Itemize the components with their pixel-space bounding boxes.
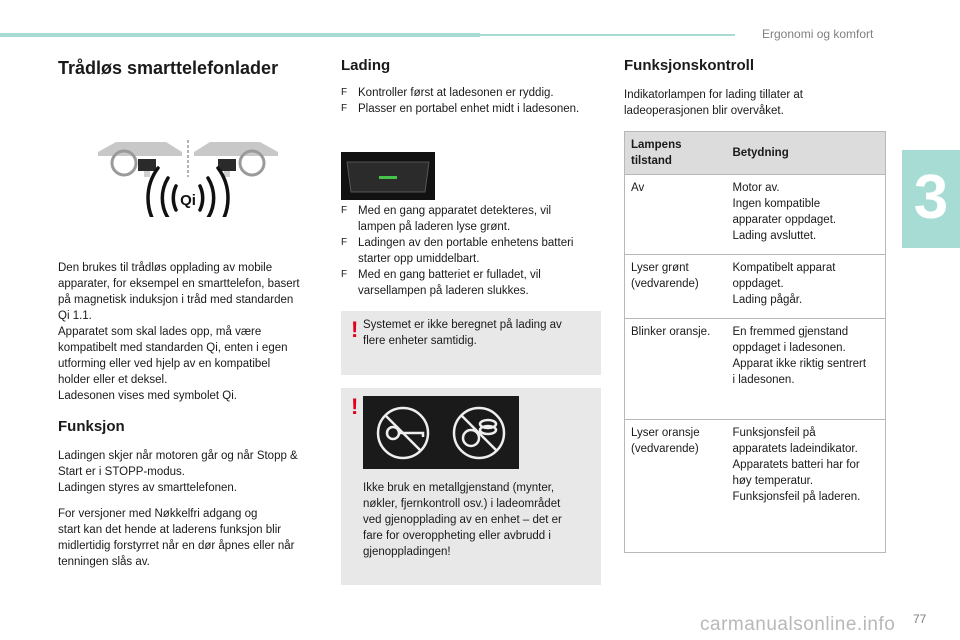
bullet-item [341,203,603,235]
column-3 [624,50,889,119]
text-line: Ingen kompatible [732,198,821,210]
text-line: tilstand [631,155,672,167]
text-line: i ladesonen. [732,374,795,386]
text-line: Lampens [631,139,682,151]
charging-heading: Lading [341,57,391,74]
text-line: Ladingen av den portable enhetens batteri [358,237,574,249]
table-header-row [625,132,886,175]
cell-state [625,420,727,553]
warning-text [363,480,562,560]
intro-line: holder eller et deksel. [58,374,168,386]
column-2 [341,50,603,117]
charging-steps-2 [341,203,603,299]
text-line: Lyser oransje [631,427,700,439]
column-header-state [625,132,727,175]
text-line: Lyser grønt [631,262,689,274]
function-paragraph-2 [58,506,320,570]
bullet-item [341,235,603,267]
status-table [624,131,886,553]
table-row [625,175,886,255]
bullet-mark: F [341,87,348,98]
chapter-number: 3 [913,163,949,232]
table-row [625,255,886,319]
column-1 [58,50,320,570]
warning-text [363,317,562,349]
cell-state [625,319,727,420]
text-line: oppdaget. [732,278,784,290]
cell-meaning [727,319,886,420]
text-line: Start er i STOPP-modus. [58,466,185,478]
column-header-meaning [727,132,886,175]
text-line: Apparatets batteri har for [732,459,860,471]
text-line: For versjoner med Nøkkelfri adgang og [58,508,258,520]
intro-line: Ladesonen vises med symbolet Qi. [58,390,237,402]
text-line: Plasser en portabel enhet midt i ladesonen. [358,103,580,115]
text-line: Betydning [732,147,789,159]
text-line: start kan det hende at laderens funksjon blir [58,524,282,536]
text-line: oppdaget i ladesonen. [732,342,846,354]
text-line: apparater oppdaget. [732,214,837,226]
text-line: Blinker oransje. [631,326,711,338]
text-line: fare for overoppheting eller avbrudd i [363,530,551,542]
intro-line: apparater, for eksempel en smarttelefon, basert [58,278,300,290]
warning-box-1 [341,311,601,375]
bullet-mark: F [341,103,348,114]
qi-label: Qi [180,192,196,209]
text-line: (vedvarende) [631,443,699,455]
text-line: Systemet er ikke beregnet på lading av [363,319,562,331]
text-line: Funksjonsfeil på [732,427,816,439]
function-paragraph-1 [58,448,320,496]
bullet-mark: F [341,237,348,248]
intro-line: Apparatet som skal lades opp, må være [58,326,262,338]
intro-line: på magnetisk induksjon i tråd med standarden [58,294,294,306]
car-interior-left-icon [98,142,182,177]
text-line: gjenoppladingen! [363,546,451,558]
intro-line: Qi 1.1. [58,310,92,322]
intro-line: kompatibelt med standarden Qi, enten i egen [58,342,288,354]
text-line: Ikke bruk en metallgjenstand (mynter, [363,482,555,494]
chapter-tab [902,150,960,248]
warning-icon: ! [351,317,359,342]
text-line: Av [631,182,645,194]
intro-paragraph [58,260,320,404]
text-line: varsellampen på laderen slukkes. [358,285,529,297]
text-line: (vedvarende) [631,278,699,290]
bullet-item [341,101,603,117]
text-line: tenningen slås av. [58,556,150,568]
text-line: ladeoperasjonen blir overvåket. [624,105,784,117]
warning-icon: ! [351,394,359,419]
text-line: Lading pågår. [732,294,803,306]
green-lamp-icon [379,176,397,179]
text-line: Lading avsluttet. [732,230,817,242]
cell-meaning [727,175,886,255]
text-line: ved gjenopplading av en enhet – det er [363,514,562,526]
text-line: Med en gang batteriet er fulladet, vil [358,269,541,281]
charger-illustration [58,82,320,217]
text-line: Kompatibelt apparat [732,262,836,274]
text-line: En fremmed gjenstand [732,326,849,338]
page-title: Trådløs smarttelefonlader [58,58,279,78]
bullet-mark: F [341,205,348,216]
text-line: Motor av. [732,182,780,194]
text-line: Funksjonsfeil på laderen. [732,491,861,503]
text-line: Kontroller først at ladesonen er ryddig. [358,87,554,99]
table-row [625,420,886,553]
text-line: apparatets ladeindikator. [732,443,858,455]
text-line: høy temperatur. [732,475,814,487]
page-number: 77 [913,612,927,626]
header-accent-bar [0,33,480,37]
cell-state [625,175,727,255]
text-line: Ladingen skjer når motoren går og når Stopp & [58,450,298,462]
text-line: Indikatorlampen for lading tillater at [624,89,803,101]
text-line: lampen på laderen lyse grønt. [358,221,511,233]
section-label: Ergonomi og komfort [762,27,874,41]
cell-state [625,255,727,319]
cell-meaning [727,420,886,553]
warning-box-2 [341,388,601,585]
table-row [625,319,886,420]
cell-meaning [727,255,886,319]
function-heading: Funksjon [58,418,125,435]
text-line: Med en gang apparatet detekteres, vil [358,205,552,217]
text-line: flere enheter samtidig. [363,335,477,347]
text-line: nøkler, fjernkontroll osv.) i ladeområdet [363,498,561,510]
header-accent-line [480,34,735,36]
charger-lamp-image [341,152,435,200]
text-line: midlertidig forstyrret når en dør åpnes eller når [58,540,295,552]
text-line: starter opp umiddelbart. [358,253,480,265]
bullet-item [341,267,603,299]
prohibited-objects-image [363,396,519,469]
charging-steps-1 [341,85,603,117]
bullet-item [341,85,603,101]
text-line: Apparat ikke riktig sentrert [732,358,867,370]
watermark: carmanualsonline.info [700,614,896,635]
car-interior-right-icon [194,142,278,177]
function-check-heading: Funksjonskontroll [624,57,755,74]
text-line: Ladingen styres av smarttelefonen. [58,482,237,494]
intro-line: utforming eller ved hjelp av en kompatibel [58,358,271,370]
intro-line: Den brukes til trådløs opplading av mobile [58,262,273,274]
bullet-mark: F [341,269,348,280]
function-check-intro [624,87,889,119]
